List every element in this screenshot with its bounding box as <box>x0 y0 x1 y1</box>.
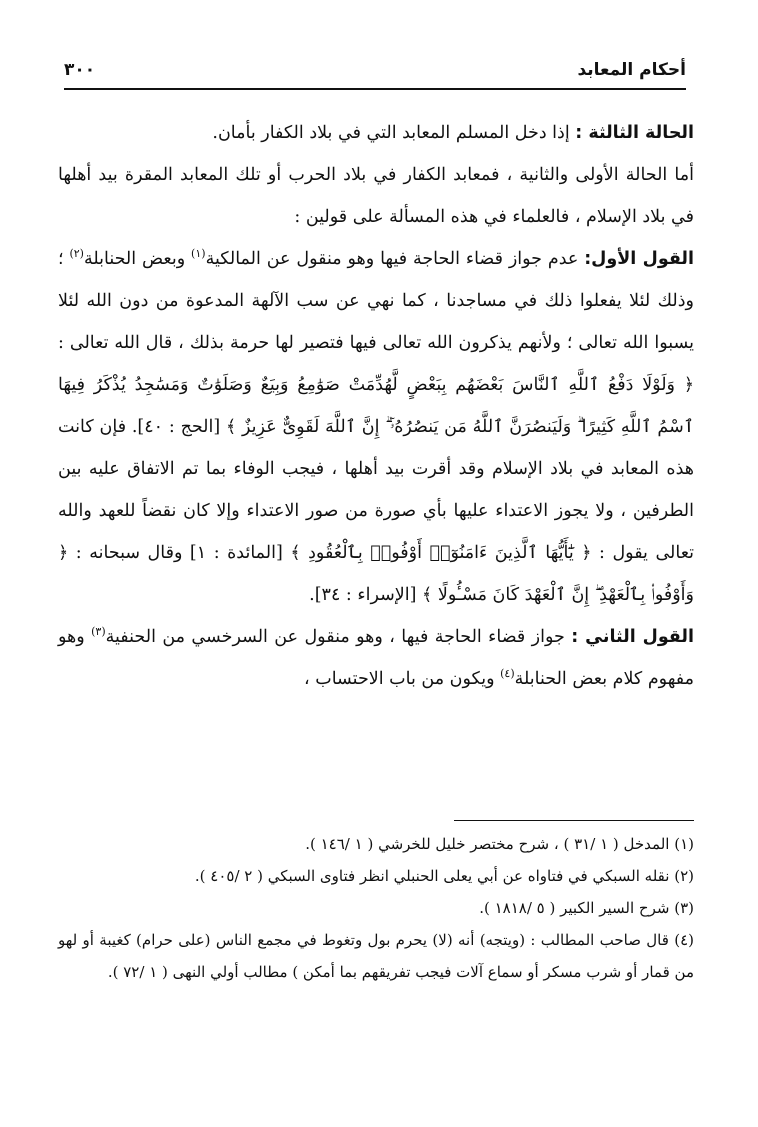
paragraph-first-opinion <box>58 238 694 616</box>
paragraph-cases-one-two <box>58 154 694 238</box>
paragraph-case-three <box>58 112 694 154</box>
footnote-divider <box>454 820 694 821</box>
footnote: (٣) شرح السير الكبير ( ٥ /١٨١٨ ). <box>479 899 694 917</box>
paragraph-text: وبعض الحنابلة <box>83 249 192 269</box>
footnote-ref[interactable]: (٣) <box>91 625 106 639</box>
paragraph-text: جواز قضاء الحاجة فيها ، وهو منقول عن السرخسي من الحنفية <box>105 627 572 647</box>
paragraph-lead: القول الثاني : <box>571 627 694 647</box>
footnote-ref[interactable]: (٤) <box>500 667 515 681</box>
paragraph-lead: القول الأول: <box>584 249 694 269</box>
footnote: (٤) قال صاحب المطالب : (ويتجه) أنه (لا) يحرم بول وتغوط في مجمع الناس (على حرام) كغيبة أو لهو من قمار أو شرب مسكر أو سماع آلات فيجب تفريقهم بما أمكن ) مطالب أولي النهى ( ١ /٧٢ ). <box>58 931 694 981</box>
paragraph-text: ؛ وذلك لئلا يفعلوا ذلك في مساجدنا ، كما نهي عن سب الآلهة المدعوة من دون الله لئلا يسبوا الله تعالى ؛ ولأنهم يذكرون الله تعالى فيها فتصير لها حرمة بذلك ، قال الله تعالى : ﴿ وَلَوْلَا دَفْعُ ٱللَّهِ ٱلنَّاسَ بَعْضَهُم بِبَعْضٍ لَّهُدِّمَتْ صَوَٰمِعُ وَبِيَعٌ وَصَلَوَٰتٌ وَمَسَٰجِدُ يُذْكَرُ فِيهَا ٱسْمُ ٱللَّهِ كَثِيرًا ۗ وَلَيَنصُرَنَّ ٱللَّهُ مَن يَنصُرُهُۥٓ ۗ إِنَّ ٱللَّهَ لَقَوِىٌّ عَزِيزٌ ﴾ [الحج : ٤٠]. فإن كانت هذه المعابد في بلاد الإسلام وقد أقرت بيد أهلها ، فيجب الوفاء بما تم الاتفاق عليه بين الطرفين ، ولا يجوز الاعتداء عليها بأي صورة من صور الاعتداء وإلا كان نقضاً للعهد والله تعالى يقول : ﴿ يَٰٓأَيُّهَا ٱلَّذِينَ ءَامَنُوٓا۟ أَوْفُوا۟ بِٱلْعُقُودِ ﴾ [المائدة : ١] وقال سبحانه : ﴿ وَأَوْفُوا۟ بِٱلْعَهْدِ ۖ إِنَّ ٱلْعَهْدَ كَانَ مَسْـُٔولًا ﴾ [الإسراء : ٣٤]. <box>58 249 695 605</box>
paragraph-text: أما الحالة الأولى والثانية ، فمعابد الكفار في بلاد الحرب أو تلك المعابد المقرة بيد أهلها في بلاد الإسلام ، فالعلماء في هذه المسألة على قولين : <box>58 165 694 227</box>
book-title: أحكام المعابد <box>577 60 686 80</box>
footnotes <box>58 828 694 988</box>
paragraph-lead: الحالة الثالثة : <box>575 123 694 143</box>
paragraph-text: عدم جواز قضاء الحاجة فيها وهو منقول عن المالكية <box>205 249 585 269</box>
footnote: (١) المدخل ( ١ /٣١ ) ، شرح مختصر خليل للخرشي ( ١ /١٤٦ ). <box>305 835 694 853</box>
footnote-ref[interactable]: (٢) <box>69 247 84 261</box>
footnote: (٢) نقله السبكي في فتاواه عن أبي يعلى الحنبلي انظر فتاوى السبكي ( ٢ /٤٠٥ ). <box>194 867 694 885</box>
paragraph-second-opinion <box>58 616 694 700</box>
main-text <box>58 112 694 700</box>
running-header <box>64 48 686 90</box>
paragraph-text: وهو مفهوم كلام بعض الحنابلة <box>58 627 694 689</box>
footnote-ref[interactable]: (١) <box>191 247 206 261</box>
paragraph-text: إذا دخل المسلم المعابد التي في بلاد الكفار بأمان. <box>212 123 576 143</box>
page-number: ٣٠٠ <box>64 60 96 80</box>
paragraph-text: ويكون من باب الاحتساب ، <box>304 669 501 689</box>
